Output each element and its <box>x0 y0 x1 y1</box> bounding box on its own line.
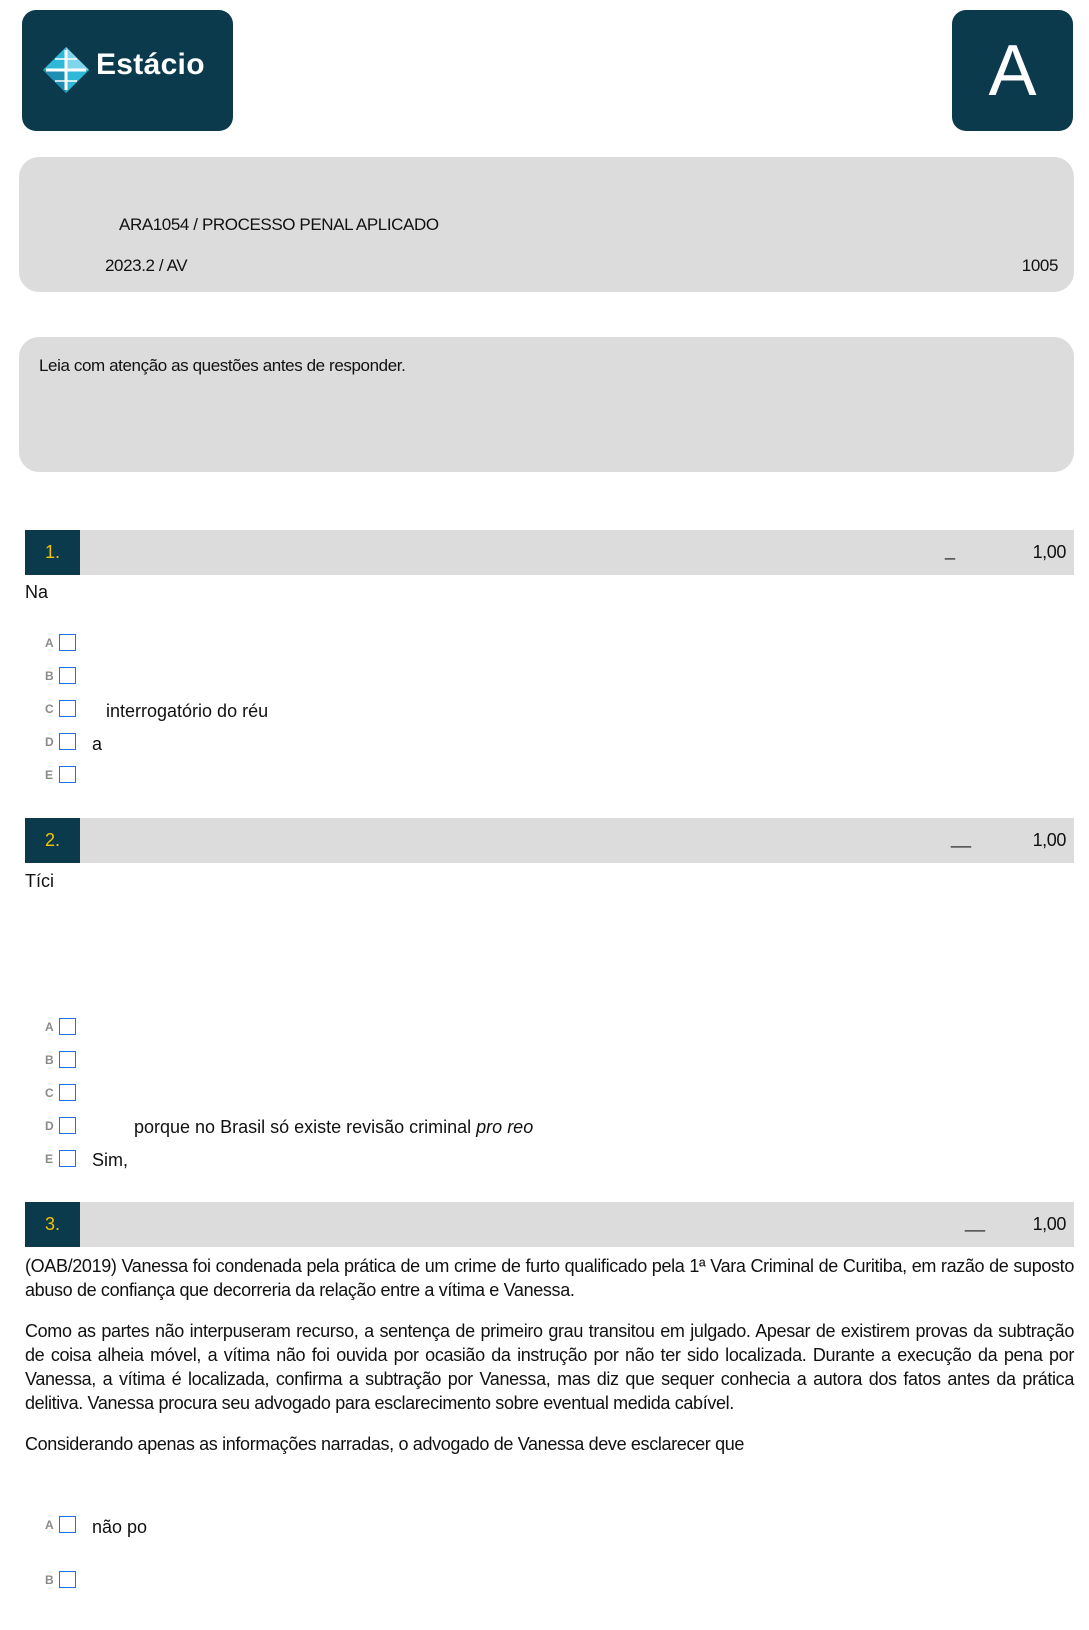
course-info-panel <box>19 157 1074 292</box>
question-text: Na <box>25 582 49 602</box>
option-letter: E <box>45 1152 54 1166</box>
option-letter: A <box>45 636 54 650</box>
course-term: 2023.2 / AV <box>105 256 188 275</box>
question-number: 1. <box>25 530 80 575</box>
option-c-checkbox[interactable] <box>59 1084 76 1101</box>
option-letter: C <box>45 702 54 716</box>
option-b-checkbox[interactable] <box>59 1571 76 1588</box>
option-letter: D <box>45 735 54 749</box>
option-letter: B <box>45 1053 54 1067</box>
question-prompt: Considerando apenas as informações narradas, o advogado de Vanessa deve esclarecer que <box>25 1434 745 1454</box>
question-score: 1,00 <box>1032 830 1066 850</box>
option-c-checkbox[interactable] <box>59 700 76 717</box>
option-a-checkbox[interactable] <box>59 1516 76 1533</box>
instructions-text: Leia com atenção as questões antes de responder. <box>39 356 406 375</box>
estacio-logo-icon <box>42 46 90 94</box>
instructions-panel <box>19 337 1074 472</box>
option-text: a <box>92 734 103 754</box>
question-3-statement <box>25 1254 1074 1473</box>
question-header-1 <box>25 530 1074 575</box>
option-b-checkbox[interactable] <box>59 667 76 684</box>
option-b-checkbox[interactable] <box>59 1051 76 1068</box>
question-dash: __ <box>965 1212 986 1232</box>
option-text: interrogatório do réu <box>106 701 269 721</box>
option-letter: A <box>45 1020 54 1034</box>
option-letter: D <box>45 1119 54 1133</box>
course-title: ARA1054 / PROCESSO PENAL APLICADO <box>119 215 439 234</box>
logo-text: Estácio <box>96 48 205 81</box>
estacio-logo <box>22 10 233 131</box>
question-paragraph: Como as partes não interpuseram recurso, a sentença de primeiro grau transitou em julgado. Apesar de existirem provas da subtração de coisa alheia móvel, a vítima não foi ouvida por ocasião da instrução por não ter sido localizada. Durante a execução da pena por Vanessa, a vítima é localizada, confirma a subtração por Vanessa, mas diz que sequer conhecia a autora dos fatos antes da prática delitiva. Vanessa procura seu advogado para esclarecimento sobre eventual medida cabível. <box>25 1321 1074 1413</box>
question-paragraph: (OAB/2019) Vanessa foi condenada pela prática de um crime de furto qualificado pela 1ª Vara Criminal de Curitiba, em razão de suposto abuso de confiança que decorreria da relação entre a vítima e Vanessa. <box>25 1256 1074 1300</box>
option-letter: C <box>45 1086 54 1100</box>
option-text: Sim, <box>92 1150 128 1170</box>
exam-version-badge: A <box>952 10 1073 131</box>
option-letter: E <box>45 768 54 782</box>
option-text-italic: pro reo <box>476 1117 534 1137</box>
question-text: Tíci <box>25 871 54 891</box>
option-letter: B <box>45 1573 54 1587</box>
question-dash: _ <box>945 540 956 560</box>
question-number: 3. <box>25 1202 80 1247</box>
question-header-2 <box>25 818 1074 863</box>
option-text <box>134 1117 533 1138</box>
option-text: não po <box>92 1517 148 1537</box>
option-a-checkbox[interactable] <box>59 634 76 651</box>
option-letter: B <box>45 669 54 683</box>
option-text-main: porque no Brasil só existe revisão criminal <box>134 1117 472 1137</box>
question-number: 2. <box>25 818 80 863</box>
course-code: 1005 <box>1021 256 1058 275</box>
question-dash: __ <box>951 828 972 848</box>
option-e-checkbox[interactable] <box>59 1150 76 1167</box>
question-header-3 <box>25 1202 1074 1247</box>
option-a-checkbox[interactable] <box>59 1018 76 1035</box>
question-score: 1,00 <box>1032 1214 1066 1234</box>
option-d-checkbox[interactable] <box>59 1117 76 1134</box>
option-e-checkbox[interactable] <box>59 766 76 783</box>
option-letter: A <box>45 1518 54 1532</box>
question-score: 1,00 <box>1032 542 1066 562</box>
option-d-checkbox[interactable] <box>59 733 76 750</box>
